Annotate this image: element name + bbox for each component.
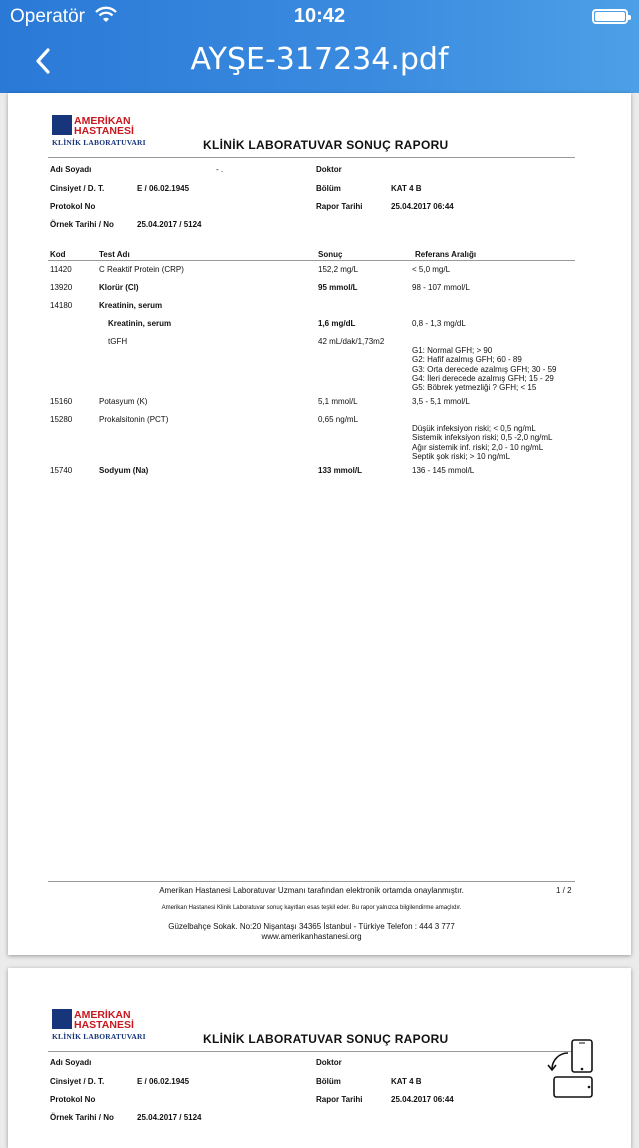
report-date-value: 25.04.2017 06:44	[391, 1095, 454, 1104]
status-bar	[0, 0, 639, 36]
sample-label: Örnek Tarihi / No	[50, 1113, 114, 1122]
table-row-test: tGFH	[108, 337, 128, 346]
table-row-result: 5,1 mmol/L	[318, 397, 358, 406]
pdf-page-2[interactable]: AMERİKAN HASTANESİ KLİNİK LABORATUVARI KLİNİK LABORATUVAR SONUÇ RAPORU Adı Soyadı Doktor Cinsiyet / D. T. E / 06.02.1945 Bölüm KAT 4 B Protokol No Rapor Tarihi 25.04.2017 06:44 Örnek Tarihi / No 25.04.2017 / 5124	[8, 968, 631, 1148]
pct-reference-line: Sistemik infeksiyon riski; 0,5 -2,0 ng/mL	[412, 433, 553, 442]
approval-note: Amerikan Hastanesi Laboratuvar Uzmanı tarafından elektronik ortamda onaylanmıştır.	[159, 886, 464, 895]
table-row-code: 13920	[50, 283, 73, 292]
table-row-test: Klorür (Cl)	[99, 283, 139, 292]
status-time: 10:42	[293, 5, 346, 27]
doctor-label: Doktor	[316, 165, 342, 174]
name-label: Adı Soyadı	[50, 165, 92, 174]
report-date-value: 25.04.2017 06:44	[391, 202, 454, 211]
table-row-reference: 98 - 107 mmol/L	[412, 283, 470, 292]
page-number: 1 / 2	[556, 886, 572, 895]
carrier-name: Operatör	[10, 6, 85, 27]
table-row-result: 95 mmol/L	[318, 283, 358, 292]
table-row-code: 15280	[50, 415, 73, 424]
table-row-result: 0,65 ng/mL	[318, 415, 359, 424]
table-row-test: Potasyum (K)	[99, 397, 148, 406]
gender-value: E / 06.02.1945	[137, 1077, 190, 1086]
table-row-result: 42 mL/dak/1,73m2	[318, 337, 385, 346]
gfh-reference-line: G5: Böbrek yetmezliği ? GFH; < 15	[412, 383, 537, 392]
battery-icon	[592, 9, 628, 24]
table-row-code: 14180	[50, 301, 73, 310]
column-test: Test Adı	[99, 250, 130, 259]
report-title: KLİNİK LABORATUVAR SONUÇ RAPORU	[203, 1032, 449, 1046]
report-date-label: Rapor Tarihi	[316, 1095, 363, 1104]
sample-value: 25.04.2017 / 5124	[137, 220, 202, 229]
department-value: KAT 4 B	[391, 1077, 422, 1086]
table-row-test: C Reaktif Protein (CRP)	[99, 265, 184, 274]
table-row-result: 152,2 mg/L	[318, 265, 359, 274]
gender-value: E / 06.02.1945	[137, 184, 190, 193]
sample-value: 25.04.2017 / 5124	[137, 1113, 202, 1122]
report-date-label: Rapor Tarihi	[316, 202, 363, 211]
table-row-reference: < 5,0 mg/L	[412, 265, 451, 274]
gfh-reference-line: G3: Orta derecede azalmış GFH; 30 - 59	[412, 365, 557, 374]
table-row-result: 1,6 mg/dL	[318, 319, 356, 328]
name-label: Adı Soyadı	[50, 1058, 92, 1067]
table-row-reference: 0,8 - 1,3 mg/dL	[412, 319, 466, 328]
column-reference: Referans Aralığı	[415, 250, 477, 259]
table-row-result: 133 mmol/L	[318, 466, 363, 475]
gfh-reference-line: G2: Hafif azalmış GFH; 60 - 89	[412, 355, 522, 364]
hospital-address: Güzelbahçe Sokak. No:20 Nişantaşı 34365 İstanbul - Türkiye Telefon : 444 3 777	[168, 922, 455, 931]
gfh-reference-line: G1: Normal GFH; > 90	[412, 346, 493, 355]
gfh-reference-line: G4: İleri derecede azalmış GFH; 15 - 29	[412, 374, 554, 383]
sample-label: Örnek Tarihi / No	[50, 220, 114, 229]
disclaimer-note: Amerikan Hastanesi Klinik Laboratuvar sonuç kayıtları esas teşkil eder. Bu rapor yalnızca bilgilendirme amaçlıdır.	[161, 905, 462, 911]
department-label: Bölüm	[316, 1077, 341, 1086]
department-label: Bölüm	[316, 184, 341, 193]
table-row-test: Sodyum (Na)	[99, 466, 149, 475]
hospital-website: www.amerikanhastanesi.org	[261, 932, 362, 941]
navigation-header	[0, 0, 639, 93]
report-title: KLİNİK LABORATUVAR SONUÇ RAPORU	[203, 138, 449, 152]
table-row-test: Prokalsitonin (PCT)	[99, 415, 169, 424]
protocol-label: Protokol No	[50, 202, 96, 211]
pdf-page-1[interactable]: AMERİKAN HASTANESİ KLİNİK LABORATUVARI KLİNİK LABORATUVAR SONUÇ RAPORU Adı Soyadı - . Doktor Cinsiyet / D. T. E / 06.02.1945 Bölüm KAT 4 B Protokol No Rapor Tarihi 25.04.2017 06:44 Örnek Tarihi / No 25.04.2017 / 5124 Kod Test Adı Sonuç Referans Aralığı 11420 C Reaktif Protein (CRP) 152,2 mg/L < 5,0 mg/L 13920 Klorür (Cl) 95 mmol/L 98 - 107 mmol/L 14180 Kreatinin, serum Kreatinin, serum 1,6 mg/dL 0,8 - 1,3 mg/dL tGFH 42 mL/dak/1,73m2 G1: Normal GFH; > 90 G2: Hafif azalmış GFH; 60 - 89 G3: Orta derecede azalmış GFH; 30 - 59 G4: İleri derecede azalmış GFH; 15 - 29 G5: Böbrek yetmezliği ? GFH; < 15 15160 Potasyum (K) 5,1 mmol/L 3,5 - 5,1 mmol/L 15280 Prokalsitonin (PCT) 0,65 ng/mL Düşük infeksiyon riski; < 0,5 ng/mL Sistemik infeksiyon riski; 0,5 -2,0 ng/mL Ağır sistemik inf. riski; 2,0 - 10 ng/mL Septik şok riski; > 10 ng/mL 15740 Sodyum (Na) 133 mmol/L 136 - 145 mmol/L Amerikan Hastanesi Laboratuvar Uzmanı tarafından elektronik ortamda onaylanmıştır. 1 / 2 Amerikan Hastanesi Klinik Laboratuvar sonuç kayıtları esas teşkil eder. Bu rapor yalnızca bilgilendirme amaçlıdır. Güzelbahçe Sokak. No:20 Nişantaşı 34365 İstanbul - Türkiye Telefon : 444 3 777 www.amerikanhastanesi.org	[8, 93, 631, 955]
table-row-code: 11420	[50, 265, 72, 274]
gender-label: Cinsiyet / D. T.	[50, 1077, 105, 1086]
column-code: Kod	[50, 250, 66, 259]
table-row-test: Kreatinin, serum	[99, 301, 163, 310]
document-title: AYŞE-317234.pdf	[190, 42, 449, 77]
table-row-reference: 3,5 - 5,1 mmol/L	[412, 397, 470, 406]
table-row-code: 15740	[50, 466, 73, 475]
pct-reference-line: Düşük infeksiyon riski; < 0,5 ng/mL	[412, 424, 536, 433]
table-row-reference: 136 - 145 mmol/L	[412, 466, 475, 475]
doctor-label: Doktor	[316, 1058, 342, 1067]
pct-reference-line: Septik şok riski; > 10 ng/mL	[412, 452, 511, 461]
protocol-label: Protokol No	[50, 1095, 96, 1104]
department-value: KAT 4 B	[391, 184, 422, 193]
column-result: Sonuç	[318, 250, 343, 259]
table-row-test: Kreatinin, serum	[108, 319, 172, 328]
table-row-code: 15160	[50, 397, 73, 406]
rotate-device-icon[interactable]	[546, 1039, 594, 1099]
gender-label: Cinsiyet / D. T.	[50, 184, 105, 193]
name-value: - .	[216, 165, 224, 174]
pct-reference-line: Ağır sistemik inf. riski; 2,0 - 10 ng/mL	[412, 443, 544, 452]
